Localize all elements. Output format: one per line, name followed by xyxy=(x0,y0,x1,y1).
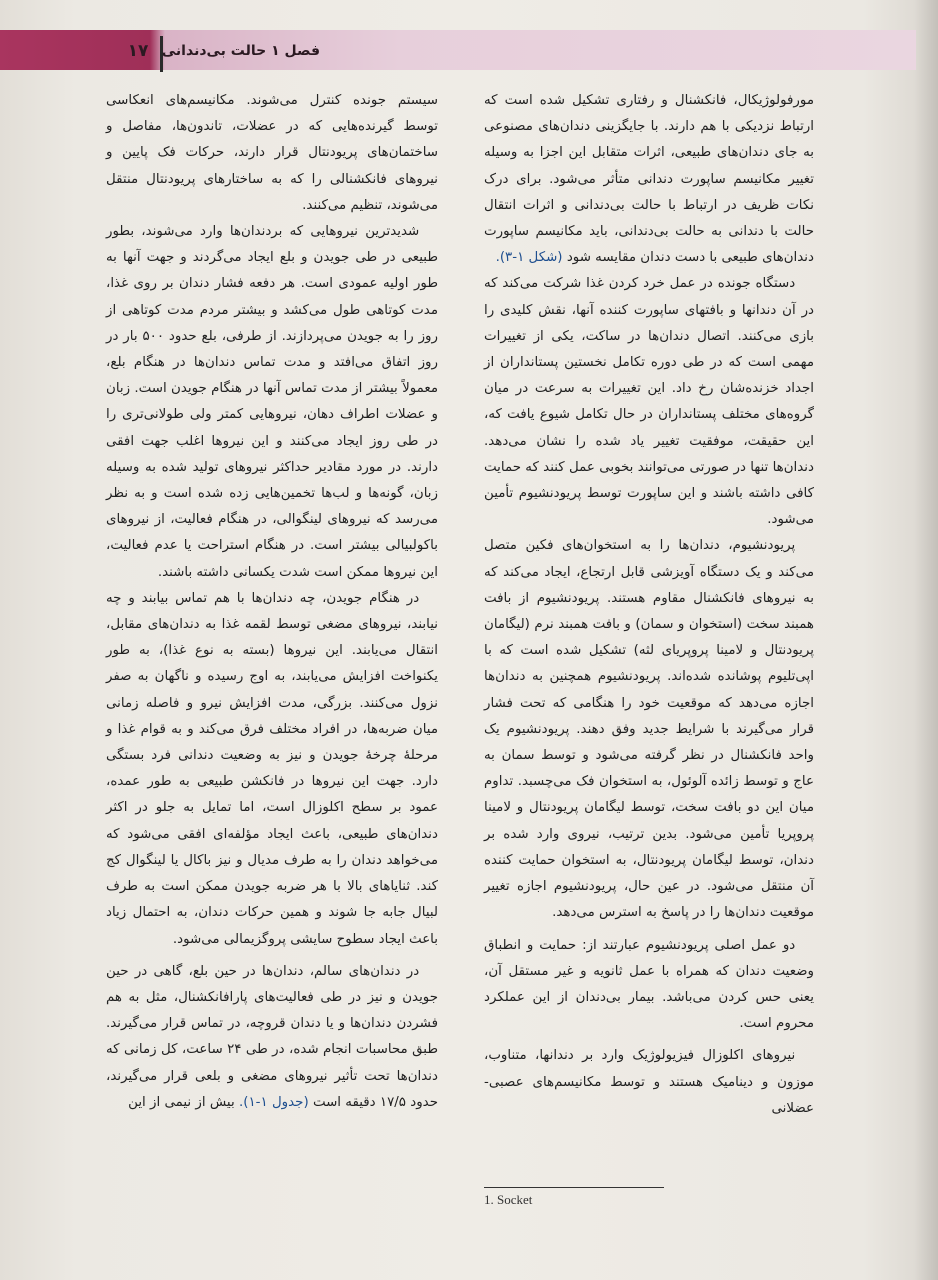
right-column xyxy=(484,88,814,1122)
paragraph: در دندان‌های سالم، دندان‌ها در حین بلع، گاهی در حین جویدن و نیز در طی فعالیت‌های پارافانکشنال، مثل به هم فشردن دندان‌ها و یا دندان قروچه، در تماس قرار می‌گیرند. طبق محاسبات انجام شده، در طی ۲۴ ساعت، کل زمانی که دندان‌ها تحت تأثیر نیروهای مضغی و بلعی قرار می‌گیرند، حدود ۱۷/۵ دقیقه است (جدول ۱-۱). بیش از نیمی از این xyxy=(106,963,438,1110)
paragraph: شدیدترین نیروهایی که بردندان‌ها وارد می‌شوند، بطور طبیعی در طی جویدن و بلع ایجاد می‌گردند و جهت آنها به طور اولیه عمودی است. هر دفعه فشار دندان بر روی غذا، مدت کوتاهی طول می‌کشد و بیشتر مردم مدت کوتاهی از روز را به جویدن می‌پردازند. از طرفی، بلع حدود ۵۰۰ بار در روز اتفاق می‌افتد و مدت تماس دندان‌ها در هنگام بلع، معمولاً بیشتر از مدت تماس آنها در هنگام جویدن است. زبان و عضلات اطراف دهان، نیروهایی کمتر ولی طولانی‌تری را در طی روز ایجاد می‌کنند و این نیروها اغلب جهت افقی دارند. در مورد مقادیر حداکثر نیروهای تولید شده به وسیله زبان، گونه‌ها و لب‌ها تخمین‌هایی زده شده است و به نظر می‌رسد که نیروهای لینگوالی، در هنگام فعالیت، از نیروهای باکولبیالی بیشتر است. در هنگام استراحت یا عدم فعالیت، این نیروها ممکن است شدت یکسانی داشته باشند. xyxy=(106,224,438,580)
footnote: 1. Socket xyxy=(484,1192,533,1207)
paragraph: سیستم جونده کنترل می‌شوند. مکانیسم‌های انعکاسی توسط گیرنده‌هایی که در عضلات، تاندون‌ها، مفاصل و ساختمان‌های پریودنتال قرار دارند، حرکات فک پایین و نیروهای فانکشنالی را که به ساختارهای پریودنتال منتقل می‌شوند، تنظیم می‌کنند. xyxy=(106,93,438,213)
paragraph: دستگاه جونده در عمل خرد کردن غذا شرکت می‌کند که در آن دندانها و بافتهای ساپورت کننده آنها، نقش کلیدی را بازی می‌کنند. اتصال دندان‌ها در ساکت، یکی از تغییرات مهمی است که در طی دوره تکامل نخستین پستانداران از اجداد خزنده‌شان رخ داد. این تغییرات به سرعت در میان گروه‌های مختلف پستانداران در حال تکامل شیوع یافت که، این حقیقت، موفقیت تغییر یاد شده را نشان می‌دهد. دندان‌ها تنها در صورتی می‌توانند بخوبی عمل کنند که حمایت کافی داشته باشند و این ساپورت توسط پریودنشیوم تأمین می‌شود. xyxy=(484,276,814,528)
paragraph: دو عمل اصلی پریودنشیوم عبارتند از: حمایت و انطباق وضعیت دندان که همراه با عمل ثانویه و غیر مستقل آن، یعنی حس کردن می‌باشد. بیمار بی‌دندان از این عملکرد محروم است. xyxy=(484,937,814,1032)
figure-reference[interactable]: (شکل ۱-۳). xyxy=(495,250,563,266)
table-reference[interactable]: (جدول ۱-۱). xyxy=(238,1094,309,1110)
chapter-title: فصل ۱ حالت بی‌دندانی xyxy=(161,43,320,59)
left-column xyxy=(106,88,438,1116)
paragraph: مورفولوژیکال، فانکشنال و رفتاری تشکیل شده است که ارتباط نزدیکی با هم دارند. با جایگزینی دندان‌های مصنوعی به جای دندان‌های طبیعی، اثرات متقابل این اجزا به وسیله تغییر مکانیسم ساپورت دندانی متأثر می‌شود. برای درک نکات ظریف در ارتباط با حالت بی‌دندانی و اثرات انتقال حالت با دندانی به حالت بی‌دندانی، باید مکانیسم ساپورت دندان‌های طبیعی با دست دندان مقایسه شود (شکل ۱-۳). xyxy=(484,93,814,266)
footnote-divider xyxy=(484,1187,664,1188)
paragraph: نیروهای اکلوزال فیزیولوژیک وارد بر دندانها، متناوب، موزون و دینامیک هستند و توسط مکانیسم‌های عصبی- عضلانی xyxy=(484,1048,814,1116)
page-number: ۱۷ xyxy=(127,41,149,61)
page-edge-shadow xyxy=(914,0,938,1280)
paragraph: پریودنشیوم، دندان‌ها را به استخوان‌های فکین متصل می‌کند و یک دستگاه آویزشی قابل ارتجاع، ایجاد می‌کند که به نیروهای فانکشنال مقاوم هستند. پریودنشیوم از بافت همبند سخت (استخوان و سمان) و بافت همبند نرم (لیگامان پریودنتال و لامینا پروپریای لثه) تشکیل شده است که با اپی‌تلیوم پوشانده شده‌اند. پریودنشیوم همچنین به دندان‌ها اجازه می‌دهد که موقعیت خود را هنگامی که تحت فشار قرار می‌گیرند با شرایط جدید وفق دهند. پریودنشیوم یک واحد فانکشنال در نظر گرفته می‌شود و توسط سمان به عاج و توسط زائده آلوئول، به استخوان فک می‌چسبد. تداوم میان این دو بافت سخت، توسط لیگامان پریودنتال و لامینا پروپریا تأمین می‌شود. بدین ترتیب، نیروی وارد شده بر دندان، توسط لیگامان پریودنتال، به استخوان حمایت کننده آن منتقل می‌شود. در عین حال، پریودنشیوم اجازه تغییر موقعیت دندان‌ها را در پاسخ به استرس می‌دهد. xyxy=(484,538,814,921)
paragraph: در هنگام جویدن، چه دندان‌ها با هم تماس بیابند و چه نیابند، نیروهای مضغی توسط لقمه غذا به دندان‌های مقابل، انتقال می‌یابند. این نیروها (بسته به نوع غذا)، به طور یکنواخت افزایش می‌یابند، به اوج رسیده و ناگهان به صفر نزول می‌کنند. بزرگی، مدت افزایش نیرو و فاصله زمانی میان ضربه‌ها، در افراد مختلف فرق می‌کند و به قوام غذا و مرحلهٔ چرخهٔ جویدن و نیز به وضعیت دندانی فرد بستگی دارد. جهت این نیروها در فانکشن طبیعی به طور عمده، عمود بر سطح اکلوزال است، اما تمایل به جلو در اکثر دندان‌های طبیعی، باعث ایجاد مؤلفه‌ای افقی می‌شود که می‌خواهد دندان را به طرف مدیال و نیز باکال یا لینگوال کج کند. ثنایاهای بالا با هر ضربه جویدن ممکن است به طرف لبیال جابه جا شوند و همین حرکات دندان، به احتمال زیاد باعث ایجاد سطوح سایشی پروگزیمالی می‌شود. xyxy=(106,590,438,947)
